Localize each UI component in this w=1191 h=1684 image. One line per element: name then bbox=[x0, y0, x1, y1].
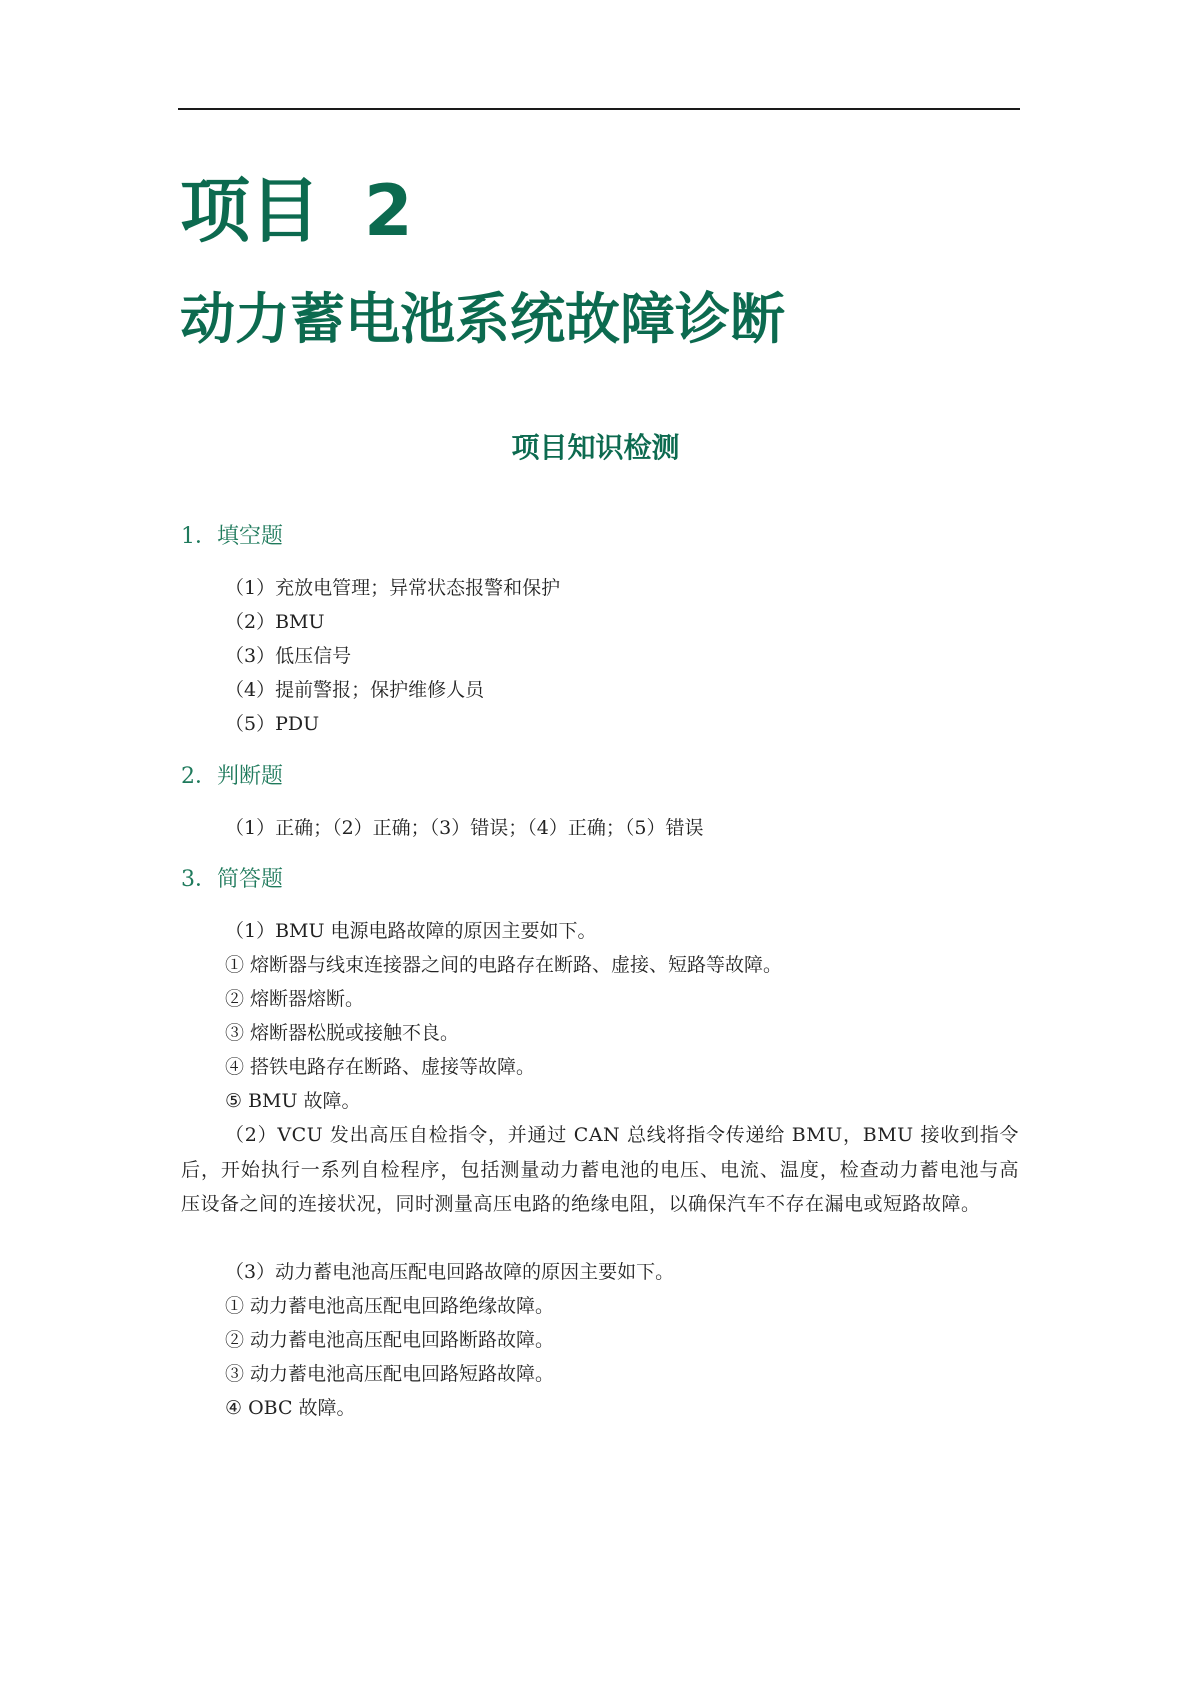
q3-a1-intro: （1）BMU 电源电路故障的原因主要如下。 bbox=[225, 920, 597, 942]
q3-a1-item: ③ 熔断器松脱或接触不良。 bbox=[225, 1022, 460, 1044]
q3-a2-paragraph: （2）VCU 发出高压自检指令，并通过 CAN 总线将指令传递给 BMU，BMU 接收到指令后，开始执行一系列自检程序，包括测量动力蓄电池的电压、电流、温度，检查动力蓄电池与高压设备之间的连接状况，同时测量高压电路的绝缘电阻，以确保汽车不存在漏电或短路故障。 bbox=[181, 1124, 1019, 1215]
q1-heading: 1．填空题 bbox=[181, 524, 283, 549]
q3-a3-intro: （3）动力蓄电池高压配电回路故障的原因主要如下。 bbox=[225, 1261, 675, 1283]
q2-answer: （1）正确；（2）正确；（3）错误；（4）正确；（5）错误 bbox=[225, 817, 704, 839]
q3-a3-item: ① 动力蓄电池高压配电回路绝缘故障。 bbox=[225, 1295, 555, 1317]
q3-a3-item: ② 动力蓄电池高压配电回路断路故障。 bbox=[225, 1329, 555, 1351]
project-label bbox=[180, 166, 413, 256]
top-rule bbox=[178, 108, 1020, 110]
q1-item: （5）PDU bbox=[225, 713, 320, 735]
q2-heading: 2．判断题 bbox=[181, 764, 283, 789]
q3-a1-item: ⑤ BMU 故障。 bbox=[225, 1090, 361, 1112]
q1-item: （4）提前警报；保护维修人员 bbox=[225, 679, 485, 701]
q1-item: （2）BMU bbox=[225, 611, 325, 633]
project-title: 动力蓄电池系统故障诊断 bbox=[180, 287, 786, 351]
q3-a3-item: ④ OBC 故障。 bbox=[225, 1397, 356, 1419]
q1-item: （3）低压信号 bbox=[225, 645, 352, 667]
project-label-text: 项目 bbox=[180, 170, 320, 252]
q3-a1-item: ② 熔断器熔断。 bbox=[225, 988, 365, 1010]
q3-a1-item: ① 熔断器与线束连接器之间的电路存在断路、虚接、短路等故障。 bbox=[225, 954, 783, 976]
q1-item: （1）充放电管理；异常状态报警和保护 bbox=[225, 577, 561, 599]
section-heading: 项目知识检测 bbox=[511, 431, 680, 464]
q3-a3-item: ③ 动力蓄电池高压配电回路短路故障。 bbox=[225, 1363, 555, 1385]
project-number: 2 bbox=[364, 170, 413, 252]
q3-heading: 3．简答题 bbox=[181, 867, 283, 892]
q3-a1-item: ④ 搭铁电路存在断路、虚接等故障。 bbox=[225, 1056, 536, 1078]
